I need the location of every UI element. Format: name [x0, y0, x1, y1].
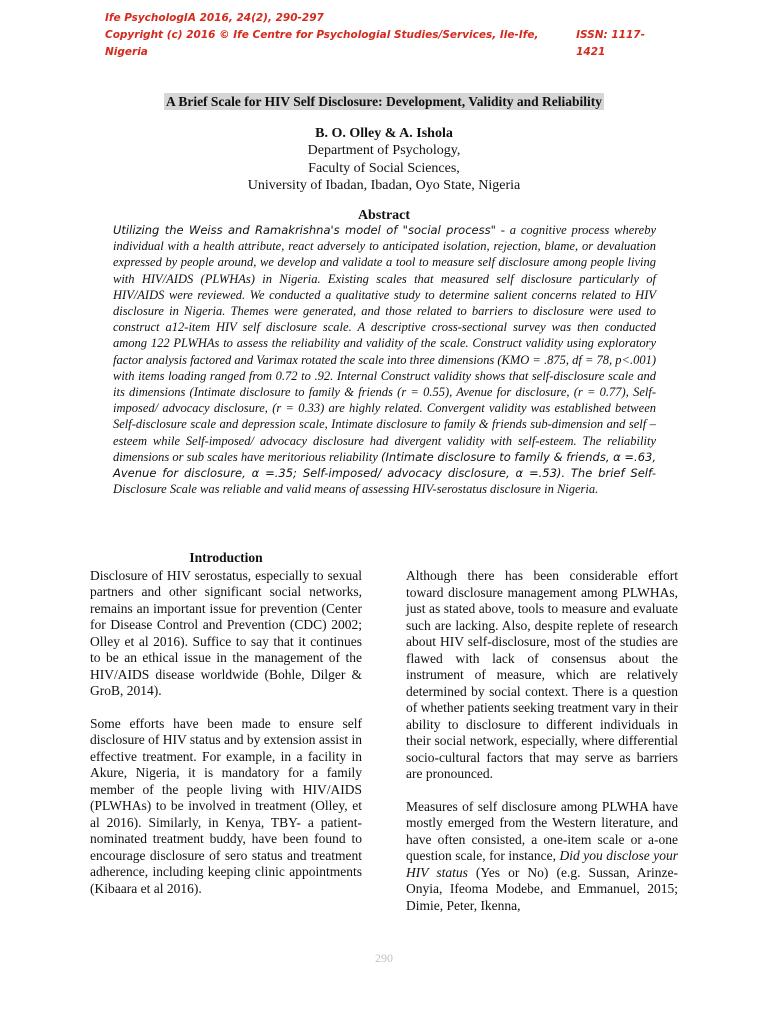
paragraph: Although there has been considerable effort toward disclosure management among PLWHAs, just as stated above, tools to measure and evaluate such are lacking. Also, despite replete of research about HIV self-disclosure, most of the studies are flawed with lack of consensus about the instrument of measure, which are relatively determined by social context. There is a question of whether patients seeking treatment vary in their ability to disclosure to different individuals in their social network, especially, where differential socio-cultural factors that may serve as barriers are pronounced. [406, 568, 678, 781]
paragraph-italic-question: Did you disclose your HIV status [406, 848, 679, 880]
paragraph: Some efforts have been made to ensure self disclosure of HIV status and by extension assist in effective treatment. For example, in a facility in Akure, Nigeria, it is mandatory for a family member of the people living with HIV/AIDS (PLWHAs) to be involved in treatment (Olley, et al 2016). Similarly, in Kenya, TBY- a patient-nominated treatment buddy, have been found to encourage disclosure of sero status and treatment adherence, including keeping clinic appointments (Kibaara et al 2016). [90, 715, 362, 896]
paragraph-part: (Yes or No) (e.g. Sussan, Arinze-Onyia, Ifeoma Modebe, and Emmanuel, 2015; Dimie, Peter, Ikenna, [406, 864, 678, 913]
left-column [90, 550, 362, 913]
introduction-heading: Introduction [189, 550, 263, 565]
journal-header [105, 10, 665, 61]
abstract-lead: Utilizing the Weiss and Ramakrishna's model of "social process" [113, 223, 496, 237]
paragraph-part: Measures of self disclosure among PLWHA have mostly emerged from the Western literature, and have often consisted, a one-item scale or a-one question scale, for instance, [406, 798, 678, 863]
author-department: Department of Psychology, [307, 143, 461, 159]
abstract-heading: Abstract [357, 208, 411, 223]
author-block [0, 125, 768, 194]
author-faculty: Faculty of Social Sciences, [308, 160, 460, 176]
journal-citation: Ife PsychologIA 2016, 24(2), 290-297 [105, 12, 324, 24]
author-university: University of Ibadan, Ibadan, Oyo State, Nigeria [247, 177, 521, 193]
paragraph: Disclosure of HIV serostatus, especially to sexual partners and other significant social networks, remains an important issue for prevention (Center for Disease Control and Prevention (CDC) 2002; Olley et al 2016). Suffice to say that it continues to be an ethical issue in the management of the HIV/AIDS disease worldwide (Bohle, Dilger & GroB, 2014). [90, 567, 362, 698]
paragraph [406, 799, 678, 915]
copyright-notice: Copyright (c) 2016 © Ife Centre for Psychologial Studies/Services, Ile-Ife, Nigeria [105, 29, 539, 58]
page-number: 290 [375, 951, 393, 965]
author-names: B. O. Olley & A. Ishola [315, 126, 453, 141]
abstract-body-1: - a cognitive process whereby individual with a health attribute, react adversely to anticipated isolation, rejection, blame, or devaluation expressed by people around, we develop and validate a tool to measure self disclosure among people living with HIV/AIDS (PLWHAs) in Nigeria. Existing scales that measured self disclosure particularly of HIV/AIDS were reviewed. We conducted a qualitative study to determine salient concerns related to HIV disclosure in Nigeria. Themes were generated, and those related to barriers to disclosure were used to construct a12-item HIV self disclosure scale. A descriptive cross-sectional survey was then conducted among 122 PLWHAs to assess the reliability and validity of the scale. Construct validity using exploratory factor analysis factored and Varimax rotated the scale into three dimensions (KMO = .875, df = 78, p<.001) with items loading ranged from 0.72 to .92. Internal Construct validity shows that self-disclosure scale and its dimensions (Intimate disclosure to family & friends (r = 0.55), Avenue for disclosure, (r = 0.77), Self-imposed/ advocacy disclosure, (r = 0.33) are highly related. Convergent validity was established between Self-disclosure scale and depression scale, Intimate disclosure to family & friends sub-dimension and self –esteem while Self-imposed/ advocacy disclosure had divergent validity with self-esteem. The reliability dimensions or sub scales have meritorious reliability [113, 223, 656, 464]
paper-title [0, 93, 768, 111]
right-column [406, 568, 678, 930]
abstract-body-3: Disclosure Scale was reliable and valid means of assessing HIV-serostatus disclosure in Nigeria. [113, 482, 599, 497]
paper-title-text: A Brief Scale for HIV Self Disclosure: Development, Validity and Reliability [165, 94, 603, 109]
abstract-reliability: (Intimate disclosure to family & friends, α =.63, Avenue for disclosure, α =.35; Self-imposed/ advocacy disclosure, α =.53). The brief Self- [113, 449, 656, 481]
abstract-text [113, 222, 656, 497]
issn: ISSN: 1117-1421 [576, 29, 645, 58]
